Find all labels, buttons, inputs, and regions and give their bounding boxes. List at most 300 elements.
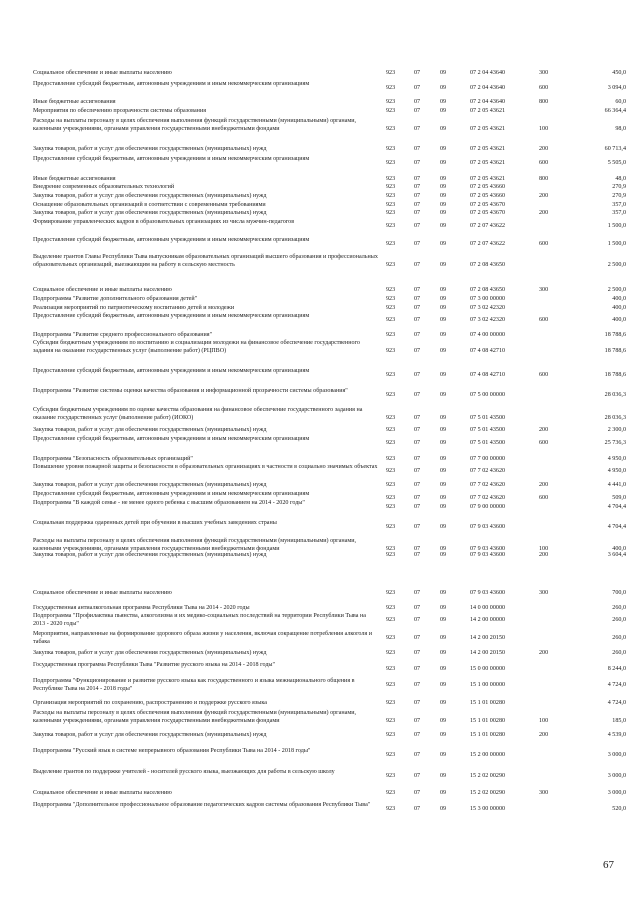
row-description: Предоставление субсидий бюджетным, автономным учреждениям и иным некоммерческим организациям	[33, 436, 310, 442]
table-row	[0, 312, 640, 328]
target-article-code: 07 9 03 43600	[470, 590, 506, 596]
target-article-code: 07 4 08 42710	[470, 372, 506, 378]
expense-type-code: 600	[539, 160, 549, 166]
row-description: Социальное обеспечение и иные выплаты населению	[33, 790, 172, 796]
target-article-code: 14 0 00 00000	[470, 605, 506, 611]
group-code: 923	[386, 482, 396, 488]
amount: 260,0	[612, 617, 626, 623]
subsection-code: 09	[440, 296, 447, 302]
row-description: Закупка товаров, работ и услуг для обеспечения государственных (муниципальных) нужд	[33, 552, 267, 558]
subsection-code: 09	[440, 456, 447, 462]
target-article-code: 07 2 05 43621	[470, 126, 506, 132]
subsection-code: 09	[440, 305, 447, 311]
target-article-code: 07 7 00 00000	[470, 456, 506, 462]
table-row	[0, 589, 640, 597]
table-row	[0, 201, 640, 209]
table-row	[0, 367, 640, 383]
row-description: Подпрограмма "Развитие среднего профессионального образования"	[33, 332, 213, 338]
table-row	[0, 295, 640, 303]
table-row	[0, 455, 640, 463]
table-row	[0, 236, 640, 252]
group-code: 923	[386, 732, 396, 738]
table-row	[0, 551, 640, 559]
amount: 28 036,3	[604, 392, 626, 398]
table-row	[0, 699, 640, 707]
amount: 2 500,0	[607, 262, 626, 268]
row-description: Предоставление субсидий бюджетным, автономным учреждениям и иным некоммерческим организациям	[33, 237, 310, 243]
subsection-code: 09	[440, 617, 447, 623]
row-description: Внедрение современных образовательных технологий	[33, 184, 175, 190]
row-description: Государственная программа Республики Тыва "Развитие русского языка на 2014 - 2018 годы"	[33, 662, 276, 668]
target-article-code: 15 1 01 00280	[470, 732, 506, 738]
group-code: 923	[386, 682, 396, 688]
expense-type-code: 600	[539, 440, 549, 446]
group-code: 923	[386, 392, 396, 398]
row-description: Социальное обеспечение и иные выплаты населению	[33, 590, 172, 596]
amount: 4 724,0	[607, 700, 626, 706]
row-description: Оснащение образовательных организаций в соответствии с современными требованиями	[33, 202, 266, 208]
group-code: 923	[386, 415, 396, 421]
section-code: 07	[414, 415, 421, 421]
expense-type-code: 100	[539, 546, 549, 552]
target-article-code: 07 2 08 43650	[470, 287, 506, 293]
group-code: 923	[386, 650, 396, 656]
target-article-code: 07 4 08 42710	[470, 348, 506, 354]
subsection-code: 09	[440, 202, 447, 208]
subsection-code: 09	[440, 790, 447, 796]
row-description: Закупка товаров, работ и услуг для обеспечения государственных (муниципальных) нужд	[33, 650, 267, 656]
row-description: Организация мероприятий по сохранению, распространению и поддержке русского языка	[33, 700, 267, 706]
target-article-code: 07 9 03 43600	[470, 546, 506, 552]
subsection-code: 09	[440, 718, 447, 724]
section-code: 07	[414, 790, 421, 796]
section-code: 07	[414, 504, 421, 510]
amount: 1 500,0	[607, 241, 626, 247]
section-code: 07	[414, 85, 421, 91]
subsection-code: 09	[440, 126, 447, 132]
group-code: 923	[386, 456, 396, 462]
table-row	[0, 183, 640, 191]
expense-type-code: 800	[539, 176, 549, 182]
target-article-code: 07 2 05 43621	[470, 160, 506, 166]
section-code: 07	[414, 666, 421, 672]
row-description: Иные бюджетные ассигнования	[33, 99, 116, 105]
group-code: 923	[386, 99, 396, 105]
group-code: 923	[386, 332, 396, 338]
group-code: 923	[386, 202, 396, 208]
row-description: Подпрограмма "Дополнительное профессиональное образование педагогических кадров системы образования Республики Тыва"	[33, 802, 371, 808]
amount: 4 441,0	[607, 482, 626, 488]
table-row	[0, 80, 640, 96]
subsection-code: 09	[440, 210, 447, 216]
subsection-code: 09	[440, 700, 447, 706]
group-code: 923	[386, 790, 396, 796]
subsection-code: 09	[440, 99, 447, 105]
subsection-code: 09	[440, 524, 447, 530]
subsection-code: 09	[440, 176, 447, 182]
table-row	[0, 331, 640, 339]
table-row	[0, 286, 640, 294]
target-article-code: 07 2 05 43621	[470, 108, 506, 114]
target-article-code: 07 5 01 43500	[470, 415, 506, 421]
section-code: 07	[414, 202, 421, 208]
group-code: 923	[386, 372, 396, 378]
group-code: 923	[386, 552, 396, 558]
section-code: 07	[414, 440, 421, 446]
row-description: Расходы на выплаты персоналу в целях обеспечения выполнения функций государственными (муниципальными) органами, казенными учреждениями, органами управления государственными внебюджетными фондами	[33, 710, 356, 725]
target-article-code: 15 1 01 00280	[470, 718, 506, 724]
target-article-code: 07 2 07 43622	[470, 223, 506, 229]
section-code: 07	[414, 605, 421, 611]
amount: 98,0	[615, 126, 626, 132]
amount: 18 788,6	[604, 332, 626, 338]
amount: 4 704,4	[607, 524, 626, 530]
table-row	[0, 117, 640, 141]
section-code: 07	[414, 392, 421, 398]
subsection-code: 09	[440, 160, 447, 166]
subsection-code: 09	[440, 223, 447, 229]
table-row	[0, 339, 640, 363]
section-code: 07	[414, 806, 421, 812]
row-description: Предоставление субсидий бюджетным, автономным учреждениям и иным некоммерческим организациям	[33, 491, 310, 497]
amount: 2 500,0	[607, 287, 626, 293]
row-description: Мероприятия, направленные на формирование здорового образа жизни у населения, включая сокращение потребления алкоголя и табака	[33, 631, 373, 646]
subsection-code: 09	[440, 372, 447, 378]
table-row	[0, 768, 640, 784]
section-code: 07	[414, 546, 421, 552]
subsection-code: 09	[440, 332, 447, 338]
group-code: 923	[386, 210, 396, 216]
subsection-code: 09	[440, 773, 447, 779]
row-description: Расходы на выплаты персоналу в целях обеспечения выполнения функций государственными (муниципальными) органами, казенными учреждениями, органами управления государственными внебюджетными фондами	[33, 118, 356, 133]
group-code: 923	[386, 85, 396, 91]
section-code: 07	[414, 223, 421, 229]
amount: 48,0	[615, 176, 626, 182]
target-article-code: 07 7 02 43620	[470, 468, 506, 474]
expense-type-code: 600	[539, 317, 549, 323]
expense-type-code: 200	[539, 650, 549, 656]
section-code: 07	[414, 241, 421, 247]
expense-type-code: 100	[539, 126, 549, 132]
row-description: Предоставление субсидий бюджетным, автономным учреждениям и иным некоммерческим организациям	[33, 156, 310, 162]
table-row	[0, 218, 640, 234]
table-row	[0, 709, 640, 733]
target-article-code: 14 2 00 20150	[470, 635, 506, 641]
expense-type-code: 200	[539, 427, 549, 433]
target-article-code: 07 3 02 42320	[470, 317, 506, 323]
row-description: Расходы на выплаты персоналу в целях обеспечения выполнения функций государственными (муниципальными) органами, казенными учреждениями, органами управления государственными внебюджетными фондами	[33, 538, 356, 553]
target-article-code: 07 2 05 43670	[470, 202, 506, 208]
expense-type-code: 200	[539, 482, 549, 488]
subsection-code: 09	[440, 427, 447, 433]
target-article-code: 07 2 04 43640	[470, 70, 506, 76]
amount: 2 300,0	[607, 427, 626, 433]
row-description: Подпрограмма "В каждой семье - не менее одного ребенка с высшим образованием на 2014 - 2020 годы"	[33, 500, 305, 506]
section-code: 07	[414, 456, 421, 462]
row-description: Подпрограмма "Профилактика пьянства, алкоголизма и их медико-социальных последствий на территории Республики Тыва на 2013 - 2020 годы"	[33, 613, 366, 628]
group-code: 923	[386, 666, 396, 672]
page-number: 67	[603, 859, 614, 871]
table-row	[0, 801, 640, 817]
section-code: 07	[414, 468, 421, 474]
target-article-code: 15 3 00 00000	[470, 806, 506, 812]
amount: 60,0	[615, 99, 626, 105]
table-row	[0, 612, 640, 628]
amount: 450,0	[612, 70, 626, 76]
group-code: 923	[386, 700, 396, 706]
amount: 3 604,4	[607, 552, 626, 558]
row-description: Государственная антиалкогольная программа Республики Тыва на 2014 - 2020 годы	[33, 605, 250, 611]
table-row	[0, 731, 640, 739]
subsection-code: 09	[440, 682, 447, 688]
row-description: Выделение грантов по поддержке учителей - носителей русского языка, выезжающих для работы в сельскую школу	[33, 769, 335, 775]
group-code: 923	[386, 468, 396, 474]
section-code: 07	[414, 317, 421, 323]
group-code: 923	[386, 590, 396, 596]
expense-type-code: 200	[539, 146, 549, 152]
group-code: 923	[386, 440, 396, 446]
group-code: 923	[386, 806, 396, 812]
row-description: Закупка товаров, работ и услуг для обеспечения государственных (муниципальных) нужд	[33, 427, 267, 433]
group-code: 923	[386, 524, 396, 530]
row-description: Выделение грантов Главы Республики Тыва выпускникам образовательных организаций высшего образования и профессиональных образовательных организаций, выезжающим на работу в сельскую местность	[33, 254, 378, 269]
target-article-code: 15 2 02 00290	[470, 773, 506, 779]
table-row	[0, 304, 640, 312]
expense-type-code: 200	[539, 552, 549, 558]
expense-type-code: 200	[539, 193, 549, 199]
expense-type-code: 300	[539, 590, 549, 596]
group-code: 923	[386, 262, 396, 268]
expense-type-code: 600	[539, 85, 549, 91]
section-code: 07	[414, 732, 421, 738]
table-row	[0, 677, 640, 693]
row-description: Подпрограмма "Развитие системы оценки качества образования и информационной прозрачности системы образования"	[33, 388, 348, 394]
amount: 260,0	[612, 635, 626, 641]
group-code: 923	[386, 752, 396, 758]
table-row	[0, 426, 640, 434]
target-article-code: 07 3 02 42320	[470, 305, 506, 311]
section-code: 07	[414, 210, 421, 216]
table-row	[0, 145, 640, 153]
target-article-code: 07 2 05 43660	[470, 193, 506, 199]
amount: 3 000,0	[607, 790, 626, 796]
section-code: 07	[414, 126, 421, 132]
table-row	[0, 519, 640, 535]
section-code: 07	[414, 262, 421, 268]
table-row	[0, 107, 640, 115]
expense-type-code: 600	[539, 495, 549, 501]
target-article-code: 07 2 04 43640	[470, 99, 506, 105]
group-code: 923	[386, 718, 396, 724]
section-code: 07	[414, 635, 421, 641]
row-description: Подпрограмма "Функционирование и развитие русского языка как государственного и языка межнационального общения в Республике Тыва на 2014 - 2018 годы"	[33, 678, 355, 693]
target-article-code: 14 2 00 20150	[470, 650, 506, 656]
target-article-code: 15 1 01 00280	[470, 700, 506, 706]
subsection-code: 09	[440, 605, 447, 611]
group-code: 923	[386, 605, 396, 611]
amount: 1 500,0	[607, 223, 626, 229]
subsection-code: 09	[440, 70, 447, 76]
expense-type-code: 800	[539, 99, 549, 105]
table-row	[0, 253, 640, 277]
amount: 270,9	[612, 184, 626, 190]
table-row	[0, 387, 640, 403]
subsection-code: 09	[440, 546, 447, 552]
amount: 60 713,4	[604, 146, 626, 152]
group-code: 923	[386, 296, 396, 302]
expense-type-code: 600	[539, 372, 549, 378]
section-code: 07	[414, 718, 421, 724]
subsection-code: 09	[440, 392, 447, 398]
section-code: 07	[414, 773, 421, 779]
row-description: Предоставление субсидий бюджетным, автономным учреждениям и иным некоммерческим организациям	[33, 81, 310, 87]
row-description: Подпрограмма "Русский язык в системе непрерывного образования Республики Тыва на 2014 - 2018 годы"	[33, 748, 311, 754]
group-code: 923	[386, 348, 396, 354]
group-code: 923	[386, 241, 396, 247]
group-code: 923	[386, 108, 396, 114]
section-code: 07	[414, 752, 421, 758]
section-code: 07	[414, 160, 421, 166]
subsection-code: 09	[440, 262, 447, 268]
subsection-code: 09	[440, 482, 447, 488]
section-code: 07	[414, 108, 421, 114]
target-article-code: 15 2 00 00000	[470, 752, 506, 758]
subsection-code: 09	[440, 468, 447, 474]
group-code: 923	[386, 635, 396, 641]
target-article-code: 07 3 00 00000	[470, 296, 506, 302]
amount: 4 950,0	[607, 468, 626, 474]
section-code: 07	[414, 305, 421, 311]
row-description: Мероприятия по обеспечению прозрачности системы образования	[33, 108, 207, 114]
amount: 4 539,0	[607, 732, 626, 738]
section-code: 07	[414, 176, 421, 182]
row-description: Предоставление субсидий бюджетным, автономным учреждениям и иным некоммерческим организациям	[33, 368, 310, 374]
subsection-code: 09	[440, 752, 447, 758]
target-article-code: 07 9 03 43600	[470, 524, 506, 530]
amount: 185,0	[612, 718, 626, 724]
row-description: Закупка товаров, работ и услуг для обеспечения государственных (муниципальных) нужд	[33, 732, 267, 738]
amount: 3 094,0	[607, 85, 626, 91]
amount: 260,0	[612, 605, 626, 611]
amount: 66 364,4	[604, 108, 626, 114]
section-code: 07	[414, 146, 421, 152]
amount: 270,9	[612, 193, 626, 199]
table-row	[0, 499, 640, 515]
amount: 509,0	[612, 495, 626, 501]
table-row	[0, 209, 640, 217]
group-code: 923	[386, 193, 396, 199]
amount: 260,0	[612, 650, 626, 656]
section-code: 07	[414, 70, 421, 76]
amount: 400,0	[612, 305, 626, 311]
amount: 18 788,6	[604, 372, 626, 378]
group-code: 923	[386, 146, 396, 152]
row-description: Реализация мероприятий по патриотическому воспитанию детей и молодежи	[33, 305, 235, 311]
row-description: Субсидии бюджетным учреждениям по воспитанию и социализации молодежи на финансовое обеспечение государственного задания на оказание государственных услуг (выполнение работ) (РЦПВО)	[33, 340, 360, 355]
section-code: 07	[414, 348, 421, 354]
table-row	[0, 175, 640, 183]
target-article-code: 07 2 05 43670	[470, 210, 506, 216]
section-code: 07	[414, 184, 421, 190]
row-description: Закупка товаров, работ и услуг для обеспечения государственных (муниципальных) нужд	[33, 482, 267, 488]
table-row	[0, 463, 640, 479]
row-description: Закупка товаров, работ и услуг для обеспечения государственных (муниципальных) нужд	[33, 146, 267, 152]
row-description: Закупка товаров, работ и услуг для обеспечения государственных (муниципальных) нужд	[33, 193, 267, 199]
subsection-code: 09	[440, 504, 447, 510]
group-code: 923	[386, 546, 396, 552]
target-article-code: 07 5 01 43500	[470, 427, 506, 433]
section-code: 07	[414, 552, 421, 558]
subsection-code: 09	[440, 635, 447, 641]
subsection-code: 09	[440, 85, 447, 91]
section-code: 07	[414, 482, 421, 488]
table-row	[0, 192, 640, 200]
expense-type-code: 300	[539, 287, 549, 293]
table-row	[0, 747, 640, 763]
amount: 4 704,4	[607, 504, 626, 510]
table-row	[0, 69, 640, 77]
subsection-code: 09	[440, 108, 447, 114]
target-article-code: 07 2 05 43660	[470, 184, 506, 190]
amount: 4 724,0	[607, 682, 626, 688]
subsection-code: 09	[440, 146, 447, 152]
subsection-code: 09	[440, 806, 447, 812]
table-row	[0, 98, 640, 106]
section-code: 07	[414, 524, 421, 530]
group-code: 923	[386, 317, 396, 323]
amount: 5 505,0	[607, 160, 626, 166]
amount: 25 736,3	[604, 440, 626, 446]
subsection-code: 09	[440, 666, 447, 672]
section-code: 07	[414, 617, 421, 623]
expense-type-code: 200	[539, 210, 549, 216]
expense-type-code: 600	[539, 241, 549, 247]
group-code: 923	[386, 504, 396, 510]
group-code: 923	[386, 617, 396, 623]
subsection-code: 09	[440, 495, 447, 501]
row-description: Повышение уровня пожарной защиты и безопасности в образовательных организациях в частности в социально значимых объектах	[33, 464, 378, 470]
amount: 700,0	[612, 590, 626, 596]
amount: 400,0	[612, 317, 626, 323]
group-code: 923	[386, 184, 396, 190]
table-row	[0, 789, 640, 797]
subsection-code: 09	[440, 650, 447, 656]
target-article-code: 07 2 07 43622	[470, 241, 506, 247]
target-article-code: 07 5 01 43500	[470, 440, 506, 446]
expense-type-code: 300	[539, 70, 549, 76]
amount: 18 788,6	[604, 348, 626, 354]
table-row	[0, 435, 640, 451]
row-description: Социальная поддержка одаренных детей при обучении в высших учебных заведениях страны	[33, 520, 277, 526]
amount: 520,0	[612, 806, 626, 812]
subsection-code: 09	[440, 590, 447, 596]
target-article-code: 07 2 05 43621	[470, 146, 506, 152]
subsection-code: 09	[440, 440, 447, 446]
amount: 400,0	[612, 546, 626, 552]
target-article-code: 07 2 08 43650	[470, 262, 506, 268]
target-article-code: 07 5 00 00000	[470, 392, 506, 398]
target-article-code: 14 2 00 00000	[470, 617, 506, 623]
section-code: 07	[414, 650, 421, 656]
target-article-code: 07 2 04 43640	[470, 85, 506, 91]
target-article-code: 15 2 02 00290	[470, 790, 506, 796]
subsection-code: 09	[440, 348, 447, 354]
section-code: 07	[414, 332, 421, 338]
row-description: Социальное обеспечение и иные выплаты населению	[33, 287, 172, 293]
expense-type-code: 200	[539, 732, 549, 738]
expense-type-code: 300	[539, 790, 549, 796]
row-description: Иные бюджетные ассигнования	[33, 176, 116, 182]
